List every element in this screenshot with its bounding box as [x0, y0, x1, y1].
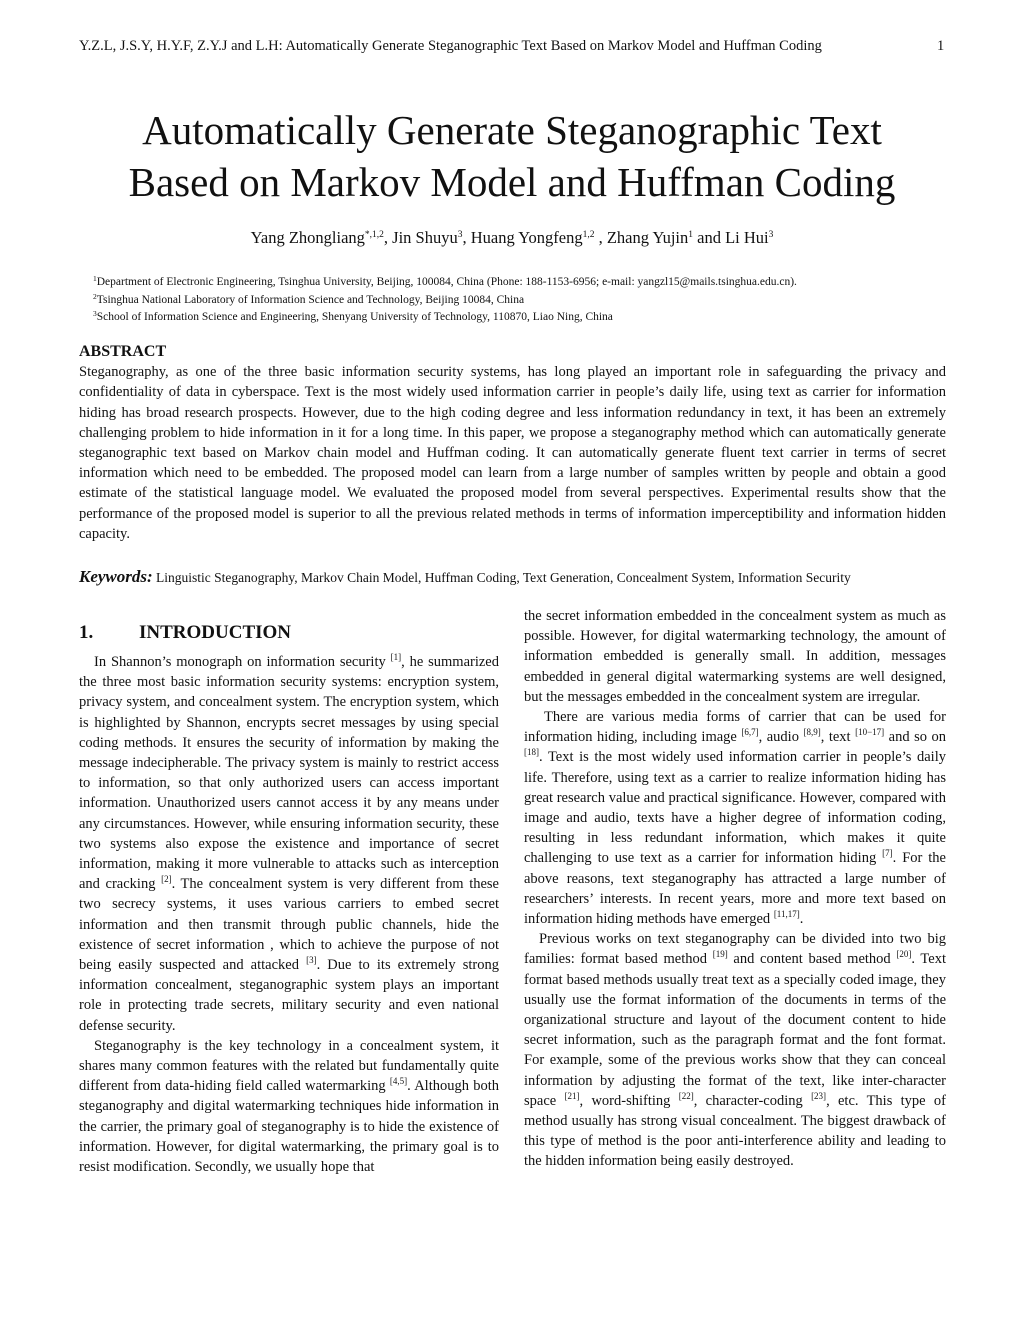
right-column	[524, 606, 946, 1172]
keywords-label: Keywords:	[79, 567, 153, 586]
section-heading	[79, 620, 499, 646]
paragraph-text: There are various media forms of carrier that can be used for information hiding, including image	[524, 709, 946, 746]
citation: [23]	[811, 1090, 827, 1101]
citation: [8,9]	[803, 727, 821, 738]
author-affil-sup: 3	[457, 230, 463, 240]
paragraph-text: . Due to its extremely strong information concealment, steganographic system plays an important role in protecting trade secrets, military security and even national defense security.	[79, 957, 499, 1034]
paragraph-text: , audio	[758, 729, 804, 746]
paragraph-text: . Although both steganography and digital watermarking techniques hide information in the carrier, the primary goal of steganography is to hide the existence of information. However, for digital watermarking, the primary goal is to resist modification. Secondly, we usually hope that	[79, 1078, 499, 1176]
author-separator: ,	[462, 228, 471, 247]
paragraph-text: .	[799, 911, 804, 928]
paragraph-text: , etc. This type of method usually has strong visual concealment. The biggest drawback of this type of method is the poor anti-interference ability and leading to the hidden information being easily destroyed.	[524, 1092, 947, 1170]
paragraph-text: and so on	[884, 729, 946, 746]
citation: [11,17]	[773, 909, 800, 920]
author-name: Li Hui	[725, 228, 769, 247]
citation: [2]	[161, 874, 172, 885]
paragraph-text: . Text is the most widely used information carrier in people’s daily life. Therefore, using text as a carrier to realize information hiding has great research value and practical significance. However, compared with image and audio, texts have a higher degree of information coding, resulting in less redundant information, which makes it quite challenging to use text as a carrier for information hiding	[524, 749, 946, 867]
paragraph-text: Steganography is the key technology in a concealment system, it shares many common features with the related but fundamentally quite different from data-hiding field called watermarking	[79, 1037, 499, 1095]
paragraph	[524, 707, 946, 929]
author-affil-sup: 1,2	[582, 230, 595, 240]
citation: [3]	[306, 955, 317, 966]
title-line-2: Based on Markov Model and Huffman Coding	[128, 159, 896, 205]
affiliation-number: 2	[93, 291, 97, 301]
affiliation-item	[93, 309, 973, 327]
paragraph-text: , word-shifting	[579, 1092, 679, 1109]
affiliation-text: Tsinghua National Laboratory of Information Science and Technology, Beijing 10084, China	[96, 293, 525, 306]
paragraph-text: , he summarized the three most basic information security systems: encryption system, privacy system, and concealment system. The encryption system, which is highlighted by Shannon, encrypts secret messages by using special coding methods. It ensures the security of information by making the message indecipherable. The privacy system is mainly to restrict access to information, so that only authorized users can access important information. Unauthorized users cannot access it by any means under any circumstances. However, while ensuring information security, these two systems also expose the existence and importance of secret information, making it more vulnerable to attacks such as interception and cracking	[79, 654, 499, 893]
citation: [4,5]	[389, 1076, 408, 1087]
paragraph: the secret information embedded in the concealment system as much as possible. However, for digital watermarking technology, the amount of information embedded is generally small. In addition, messages embedded in general digital watermarking systems are well designed, but the messages embedded in the concealment system are irregular.	[524, 608, 946, 705]
author-name: Huang Yongfeng	[470, 228, 583, 247]
author-separator: and	[693, 228, 726, 247]
page-number: 1	[937, 38, 945, 54]
author-affil-sup: 1	[688, 230, 693, 240]
author-affil-sup: *,1,2	[364, 230, 384, 240]
paragraph	[79, 1036, 499, 1177]
citation: [20]	[896, 949, 912, 960]
keywords	[79, 566, 959, 589]
affiliation-text: Department of Electronic Engineering, Tsinghua University, Beijing, 100084, China (Phone: 188-1153-6956; e-mail: yangzl15@mails.tsinghua.edu.cn).	[96, 276, 797, 288]
citation: [22]	[678, 1090, 694, 1101]
left-column	[79, 620, 499, 1177]
affiliation-number: 3	[93, 309, 97, 318]
affiliation-text: School of Information Science and Engineering, Shenyang University of Technology, 110870, Liao Ning, China	[96, 311, 613, 323]
paragraph-text: In Shannon’s monograph on information security	[94, 654, 391, 670]
keywords-text: Linguistic Steganography, Markov Chain Model, Huffman Coding, Text Generation, Concealment System, Information Security	[156, 570, 851, 585]
paper-title	[100, 104, 924, 208]
affiliation-number: 1	[93, 274, 97, 283]
paragraph-text: , text	[820, 729, 856, 746]
citation: [19]	[712, 949, 728, 960]
paragraph-text: . The concealment system is very different from these two secrecy systems, it uses various carriers to embed secret information and then transmit through public channels, hide the existence of secret information , which to achieve the purpose of not being easily suspected and attacked	[79, 876, 499, 974]
author-list	[100, 226, 924, 250]
author-affil-sup: 3	[768, 230, 774, 240]
citation: [6,7]	[741, 727, 759, 738]
running-head: Y.Z.L, J.S.Y, H.Y.F, Z.Y.J and L.H: Automatically Generate Steganographic Text Based on Markov Model and Huffman Coding	[79, 38, 822, 54]
affiliation-item	[93, 274, 973, 292]
citation: [10−17]	[855, 727, 885, 738]
paragraph-text: and content based method	[727, 951, 897, 968]
author-name: Zhang Yujin	[606, 228, 689, 247]
affiliations	[93, 274, 973, 327]
paragraph-text: , character-coding	[693, 1092, 812, 1109]
section-number: 1.	[79, 622, 94, 643]
paragraph-text: Previous works on text steganography can be divided into two big families: format based method	[524, 931, 946, 968]
citation: [18]	[524, 747, 539, 758]
abstract-body: Steganography, as one of the three basic information security systems, has long played an important role in safeguarding the privacy and confidentiality of data in cyberspace. Text is the most widely used information carrier in people’s daily life, using text as carrier for information hiding has broad research prospects. However, due to the high coding degree and less information redundancy in text, it has been an extremely challenging problem to hide information in it for a long time. In this paper, we propose a steganography method which can automatically generate steganographic text based on Markov chain model and Huffman coding. It can automatically generate fluent text carrier in terms of secret information which need to be embedded. The proposed model can learn from a large number of samples written by people and obtain a good estimate of the statistical language model. We evaluated the proposed model from several perspectives. Experimental results show that the performance of the proposed model is superior to all the previous related methods in terms of information imperceptibility and information hidden capacity.	[79, 364, 946, 542]
paragraph	[524, 929, 946, 1171]
citation: [21]	[564, 1090, 580, 1101]
title-line-1: Automatically Generate Steganographic Text	[142, 107, 882, 153]
author-name: Yang Zhongliang	[250, 228, 365, 247]
abstract-section	[79, 342, 946, 544]
abstract-heading: ABSTRACT	[79, 343, 167, 360]
section-title: INTRODUCTION	[139, 622, 292, 643]
paragraph-text: . Text format based methods usually treat text as a specially coded image, they usually use the format information of the documents in terms of the organizational structure and layout of the document content to hide secret information, such as the paragraph format and the font format. For example, some of the previous works show that they can conceal information by adjusting the format of the text, like inter-character space	[524, 951, 946, 1109]
author-separator: ,	[594, 228, 607, 247]
author-separator: ,	[383, 228, 393, 247]
affiliation-item	[93, 292, 973, 310]
author-name: Jin Shuyu	[392, 228, 458, 247]
citation: [7]	[882, 848, 893, 859]
paragraph	[79, 652, 499, 1036]
paragraph-text: . For the above reasons, text steganography has attracted a large number of researchers’ interests. In recent years, more and more text based on information hiding methods have emerged	[524, 850, 946, 928]
citation: [1]	[390, 652, 402, 662]
